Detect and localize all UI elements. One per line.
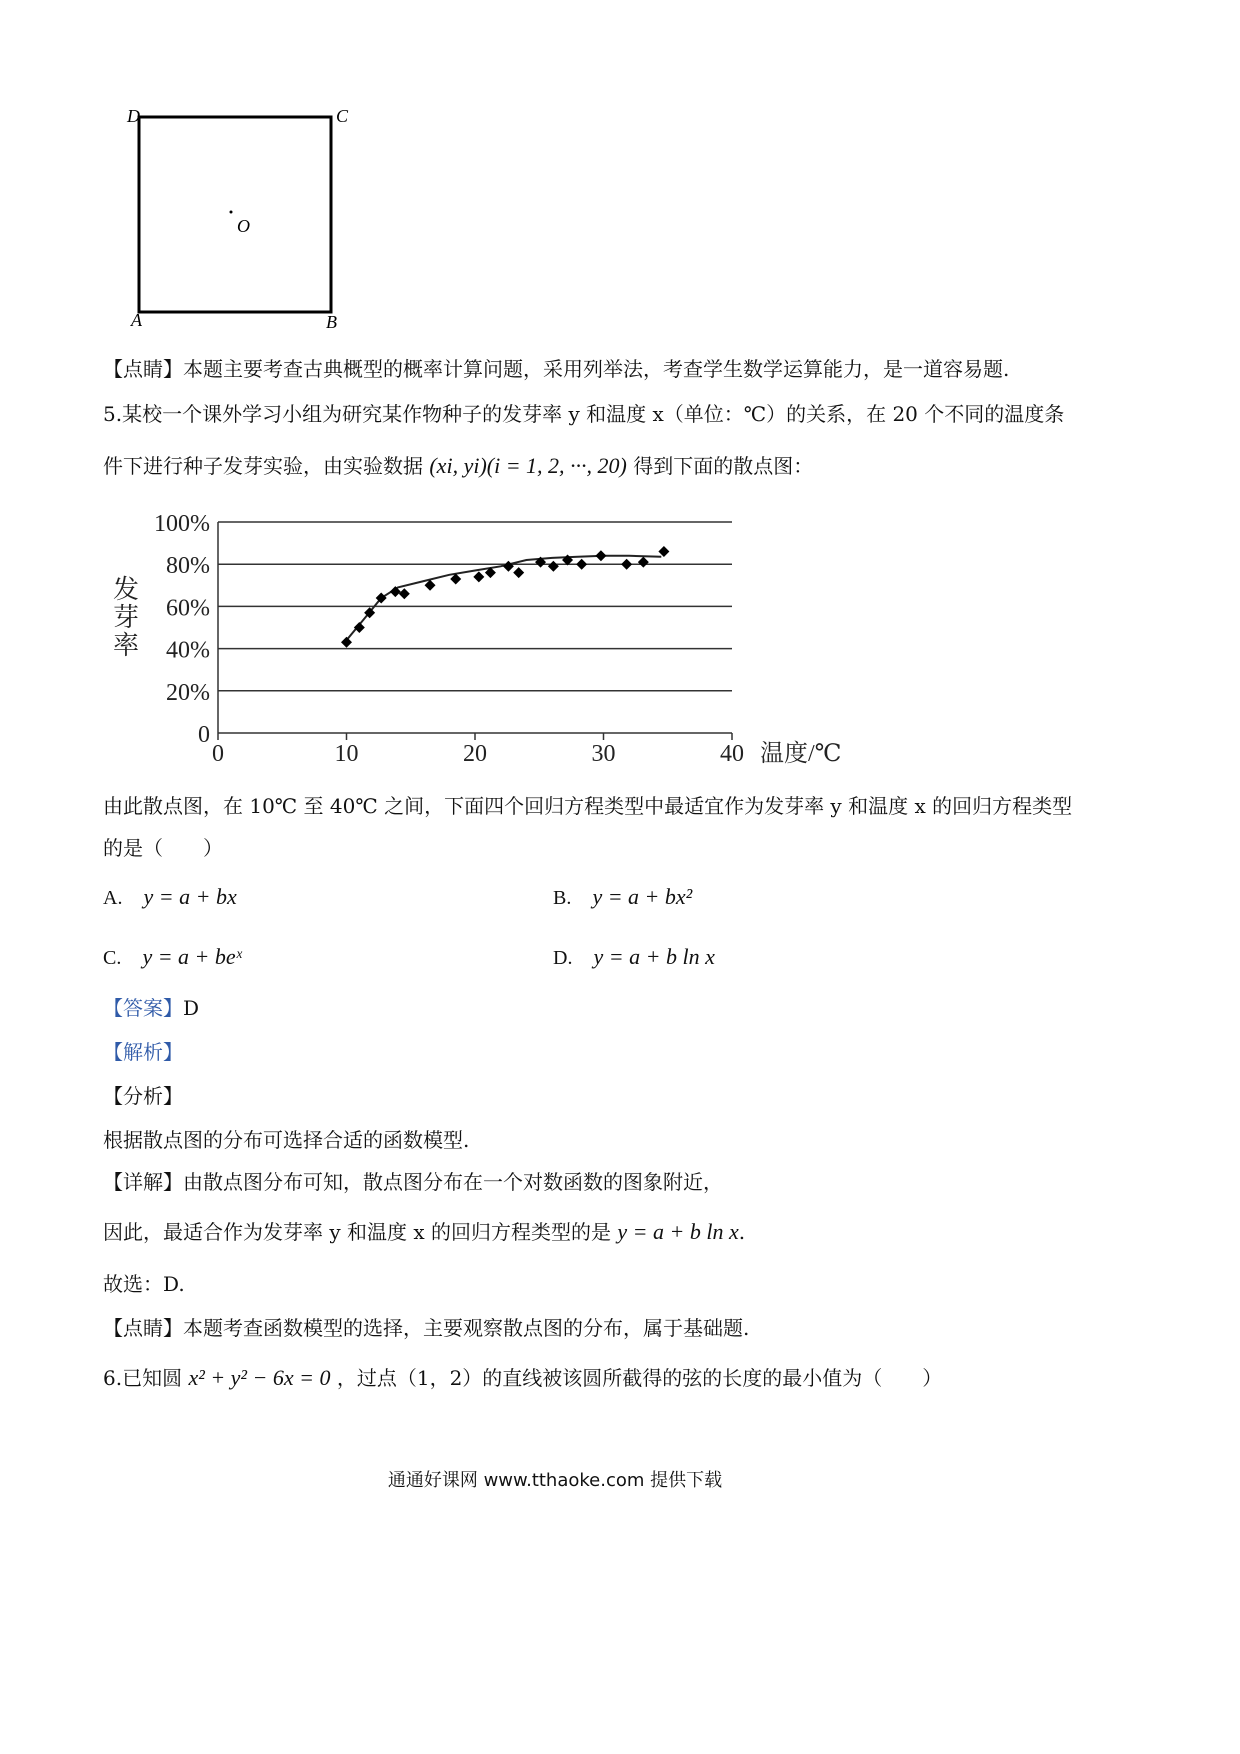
choose-text: 故选：D. <box>103 1272 185 1296</box>
fenxi-text: 根据散点图的分布可选择合适的函数模型. <box>103 1128 470 1152</box>
x-tick-label: 40 <box>720 741 744 767</box>
label-b: B <box>326 312 337 332</box>
detail-line <box>103 1168 723 1196</box>
q5-question-line2: 的是（ ） <box>103 836 223 860</box>
label-d: D <box>127 106 140 126</box>
option-b-label: B. <box>553 887 572 909</box>
option-c <box>103 944 242 970</box>
option-a-formula: y = a + bx <box>143 884 237 909</box>
chart-x-ticks <box>212 733 744 767</box>
y-tick-label: 80% <box>166 553 210 580</box>
x-tick-label: 30 <box>591 741 616 767</box>
x-tick-label: 0 <box>212 741 224 767</box>
answer-line <box>103 994 199 1022</box>
option-c-label: C. <box>103 947 122 969</box>
therefore-line <box>103 1218 745 1246</box>
label-c: C <box>336 106 349 126</box>
therefore-formula: y = a + b ln x <box>617 1219 739 1244</box>
data-point <box>341 637 352 648</box>
option-a <box>103 884 237 910</box>
therefore-end: . <box>738 1220 746 1244</box>
label-o: O <box>237 216 250 236</box>
data-point <box>548 561 559 572</box>
square-abcd <box>139 117 331 312</box>
answer-tag: 【答案】 <box>103 996 183 1020</box>
data-point <box>513 567 524 578</box>
q5-question-line1: 由此散点图，在 10℃ 至 40℃ 之间，下面四个回归方程类型中最适宜作为发芽率 y 和温度 x 的回归方程类型 <box>103 794 1073 818</box>
chart-gridlines <box>218 522 732 691</box>
option-c-formula: y = a + beˣ <box>142 944 242 969</box>
y-tick-label: 40% <box>166 637 210 664</box>
q5-stem-line2-a: 件下进行种子发芽实验，由实验数据 <box>103 454 423 478</box>
q6-equation: x² + y² − 6x = 0 <box>188 1365 331 1390</box>
chart-points <box>341 546 669 648</box>
therefore-text: 因此，最适合作为发芽率 y 和温度 x 的回归方程类型的是 <box>103 1220 612 1244</box>
data-point <box>658 546 669 557</box>
square-figure <box>120 100 360 340</box>
option-d-label: D. <box>553 947 573 969</box>
label-a: A <box>131 310 142 330</box>
data-point <box>595 550 606 561</box>
detail-tag: 【详解】 <box>103 1170 183 1194</box>
option-b-formula: y = a + bx² <box>592 884 693 909</box>
data-point <box>638 557 649 568</box>
data-point <box>473 571 484 582</box>
data-point <box>621 559 632 570</box>
q5-stem-line1: 5.某校一个课外学习小组为研究某作物种子的发芽率 y 和温度 x（单位：℃）的关系，在 20 个不同的温度条 <box>103 402 1065 426</box>
data-point <box>399 588 410 599</box>
chart-axes <box>218 522 732 733</box>
option-d-formula: y = a + b ln x <box>593 944 715 969</box>
q6-stem <box>103 1364 942 1392</box>
chart-y-ticks <box>154 511 210 748</box>
y-tick-label: 0 <box>198 722 210 748</box>
page-footer: 通通好课网 www.tthaoke.com 提供下载 <box>387 1470 723 1491</box>
q5-stem-line2 <box>103 452 813 480</box>
q5-data-notation: (xi, yi)(i = 1, 2, ···, 20) <box>429 453 627 478</box>
scatter-chart <box>100 505 860 775</box>
x-axis-label: 温度/℃ <box>760 741 842 767</box>
q4-note: 【点睛】本题主要考查古典概型的概率计算问题，采用列举法，考查学生数学运算能力，是一道容易题. <box>103 357 1010 381</box>
fenxi-tag: 【分析】 <box>103 1084 183 1108</box>
analysis-tag: 【解析】 <box>103 1040 183 1064</box>
data-point <box>576 559 587 570</box>
y-tick-label: 20% <box>166 679 210 706</box>
q5-note: 【点睛】本题考查函数模型的选择，主要观察散点图的分布，属于基础题. <box>103 1316 750 1340</box>
trend-curve <box>347 556 662 640</box>
x-tick-label: 10 <box>334 741 359 767</box>
answer-value: D <box>183 996 200 1020</box>
option-d <box>553 944 715 970</box>
option-b <box>553 884 692 910</box>
data-point <box>354 622 365 633</box>
q6-text-b: ，过点（1，2）的直线被该圆所截得的弦的长度的最小值为（ ） <box>336 1366 943 1390</box>
q6-text-a: 6.已知圆 <box>103 1366 183 1390</box>
y-axis-label: 发芽率 <box>109 575 139 659</box>
q5-stem-line2-b: 得到下面的散点图： <box>633 454 814 478</box>
point-o <box>230 211 233 214</box>
x-tick-label: 20 <box>463 741 487 767</box>
detail-text: 由散点图分布可知，散点图分布在一个对数函数的图象附近， <box>183 1170 723 1194</box>
option-a-label: A. <box>103 887 123 909</box>
y-tick-label: 60% <box>166 595 210 622</box>
y-tick-label: 100% <box>154 511 210 537</box>
